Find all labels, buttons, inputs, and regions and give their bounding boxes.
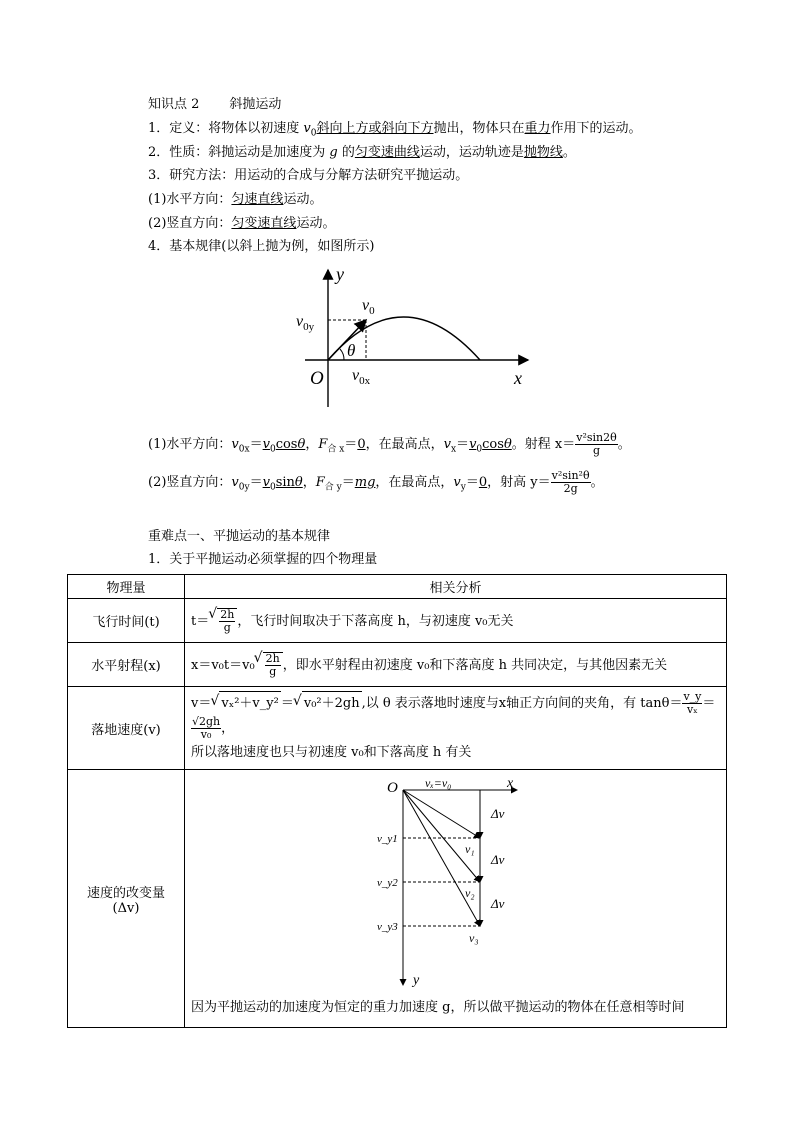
- y-label: y: [336, 264, 344, 284]
- v0y-label: $v_{0y}$: [296, 313, 315, 333]
- v3-label: v₃: [469, 931, 479, 945]
- vertical-line: (2)竖直方向：匀变速直线运动。: [148, 216, 336, 231]
- table-cell-analysis: t＝ √ $\frac{2h}{g}$ ，飞行时间取决于下落高度 h，与初速度 v₀无关: [185, 599, 727, 643]
- oblique-projectile-figure: [290, 262, 535, 414]
- vy2-label: v_y2: [377, 877, 398, 889]
- table-header-row: [68, 575, 727, 599]
- dv-label: Δv: [491, 852, 505, 867]
- vector-v1: [403, 790, 480, 838]
- horizontal-formula: (1)水平方向：$v_{0x}=v_0\cos\theta$，$F_{合 x}=0$，在最高点，$v_x=v_0\cos\theta$。射程 x＝ $\frac{\text{v²sin2θ}}{g}$ 。: [148, 431, 631, 457]
- table-row: [68, 643, 727, 687]
- horizontal-line: (1)水平方向：匀速直线运动。: [148, 192, 323, 207]
- table-cell-analysis: x＝v₀t＝v₀ √ $\frac{2h}{g}$ ，即水平射程由初速度 v₀和下落高度 h 共同决定，与其他因素无关: [185, 643, 727, 687]
- section3-subtitle: 1．关于平抛运动必须掌握的四个物理量: [148, 552, 378, 567]
- vector-v2: [403, 790, 480, 882]
- definition-line: 1．定义：将物体以初速度 $v_0$斜向上方或斜向下方抛出，物体只在重力作用下的运动。: [148, 121, 642, 139]
- origin-label: O: [387, 780, 398, 796]
- table-row: [68, 599, 727, 643]
- theta-arc: [340, 349, 344, 360]
- x-label: x: [514, 368, 522, 388]
- vy1-label: v_y1: [377, 833, 398, 845]
- x-label: x: [507, 780, 514, 791]
- vector-v3: [403, 790, 480, 926]
- table-cell-name: 飞行时间(t): [68, 599, 185, 643]
- vy3-label: v_y3: [377, 921, 398, 933]
- v0x-label: $v_{0x}$: [352, 367, 371, 387]
- dv-label: Δv: [491, 896, 505, 911]
- v0-label: $v_0$: [362, 297, 375, 317]
- theta-label: θ: [347, 341, 356, 360]
- velocity-change-caption: 因为平抛运动的加速度为恒定的重力加速度 g，所以做平抛运动的物体在任意相等时间: [191, 1000, 685, 1015]
- vertical-formula: (2)竖直方向：$v_{0y}=v_0\sin\theta$，$F_{合 y}=mg$，在最高点，$v_y=0$，射高 y＝ $\frac{\text{v²sin²θ}}{2g}$ 。: [148, 469, 604, 495]
- v2-label: v₂: [465, 886, 475, 900]
- table-header: 物理量: [68, 575, 185, 599]
- property-line: 2．性质：斜抛运动是加速度为 g 的匀变速曲线运动，运动轨迹是抛物线。: [148, 145, 576, 160]
- table-cell-name: 落地速度(v): [68, 687, 185, 770]
- table-cell-name: 速度的改变量 (Δv): [68, 770, 185, 1028]
- velocity-change-figure: [377, 780, 537, 994]
- table-header: 相关分析: [185, 575, 727, 599]
- table-row: [68, 770, 727, 1028]
- v1-label: v₁: [465, 842, 475, 856]
- method-line: 3．研究方法：用运动的合成与分解方法研究平抛运动。: [148, 168, 469, 183]
- rules-line: 4．基本规律(以斜上抛为例，如图所示): [148, 239, 375, 254]
- table-cell-analysis: v＝√ vₓ²＋v_y² ＝√ v₀²＋2gh ,以 θ 表示落地时速度与x轴正方向间的夹角，有 tanθ＝ $\frac{v\_y}{\text{vₓ}}$ ＝ $\frac{√2gh}{\text{v₀}}$ ， 所以落地速度也只与初速度 v₀和下落高度 h 有关: [185, 687, 727, 770]
- origin-label: O: [310, 368, 324, 389]
- y-label: y: [413, 973, 420, 988]
- section-title: 知识点 2 斜抛运动: [148, 97, 282, 112]
- vx-label: vₓ=v₀: [425, 780, 452, 790]
- table-cell-name: 水平射程(x): [68, 643, 185, 687]
- section3-title: 重难点一、平抛运动的基本规律: [148, 529, 331, 544]
- table-row: [68, 687, 727, 770]
- dv-label: Δv: [491, 806, 505, 821]
- table-cell-analysis: [185, 770, 727, 1028]
- physics-table: [67, 574, 727, 1028]
